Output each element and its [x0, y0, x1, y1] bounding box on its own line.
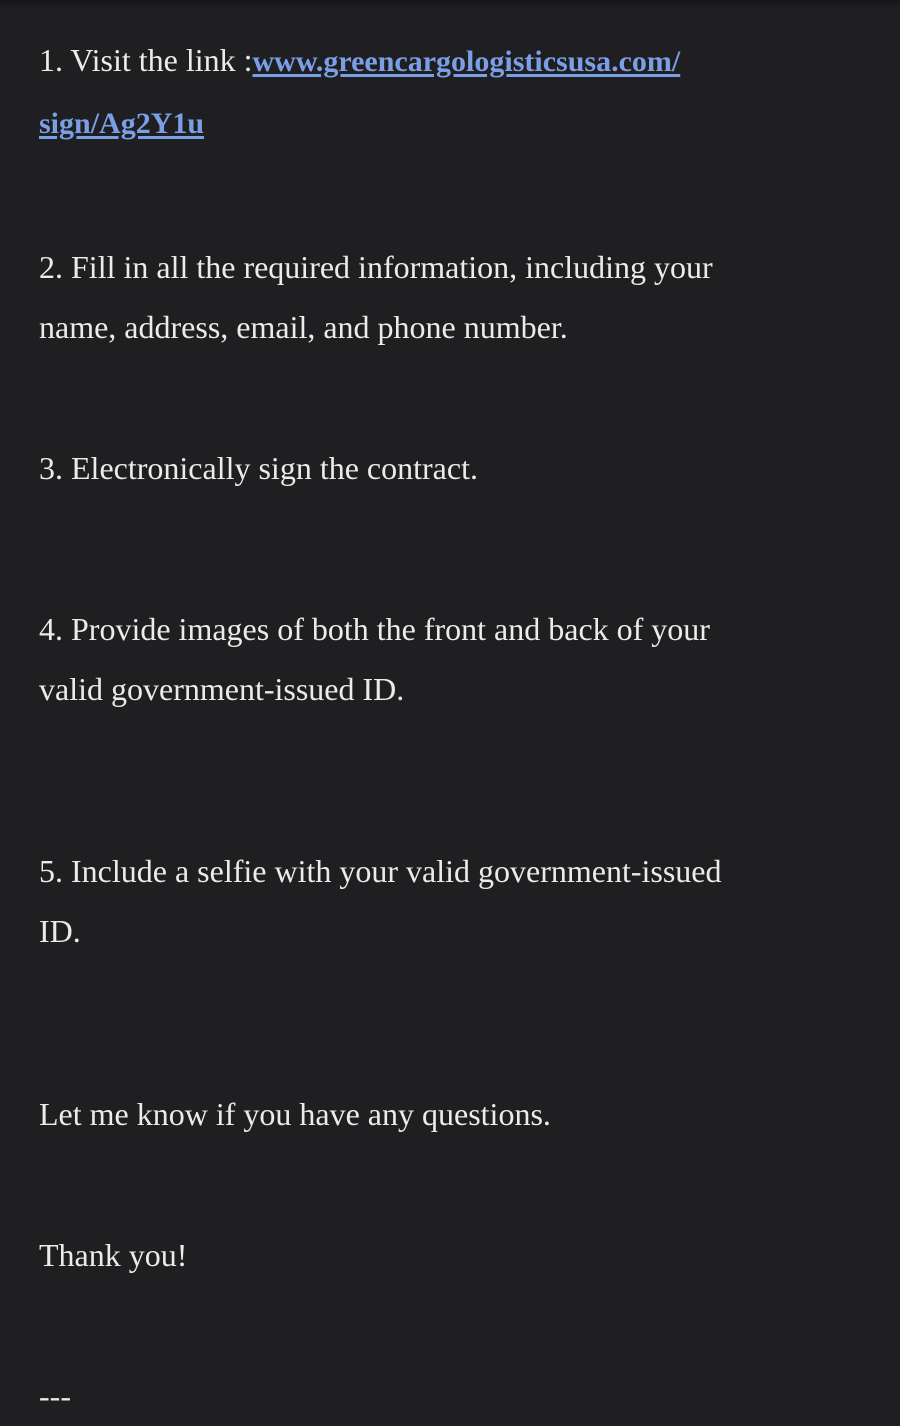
top-edge: [0, 0, 900, 8]
step-3-line-1: 3. Electronically sign the contract.: [39, 450, 478, 486]
step-5-line-1: 5. Include a selfie with your valid government-issued: [39, 853, 722, 889]
step-2-line-2: name, address, email, and phone number.: [39, 309, 568, 345]
step-2: [39, 237, 869, 357]
step-4: [39, 599, 869, 719]
signature-divider: ---: [39, 1378, 71, 1414]
step-1-line-2: [39, 92, 869, 154]
step-1-prefix: 1. Visit the link :: [39, 42, 253, 78]
thanks-line: Thank you!: [39, 1237, 188, 1273]
step-2-line-1: 2. Fill in all the required information, including your: [39, 249, 713, 285]
step-4-line-1: 4. Provide images of both the front and back of your: [39, 611, 710, 647]
contract-link-continued[interactable]: sign/Ag2Y1u: [39, 107, 205, 140]
step-5-line-2: ID.: [39, 913, 81, 949]
step-5: [39, 841, 869, 961]
step-4-line-2: valid government-issued ID.: [39, 671, 405, 707]
contract-link[interactable]: www.greencargologisticsusa.com/: [252, 45, 681, 78]
step-3: [39, 438, 869, 498]
closing-line: Let me know if you have any questions.: [39, 1096, 551, 1132]
step-1: [39, 30, 869, 154]
step-1-line-1: [39, 30, 869, 92]
